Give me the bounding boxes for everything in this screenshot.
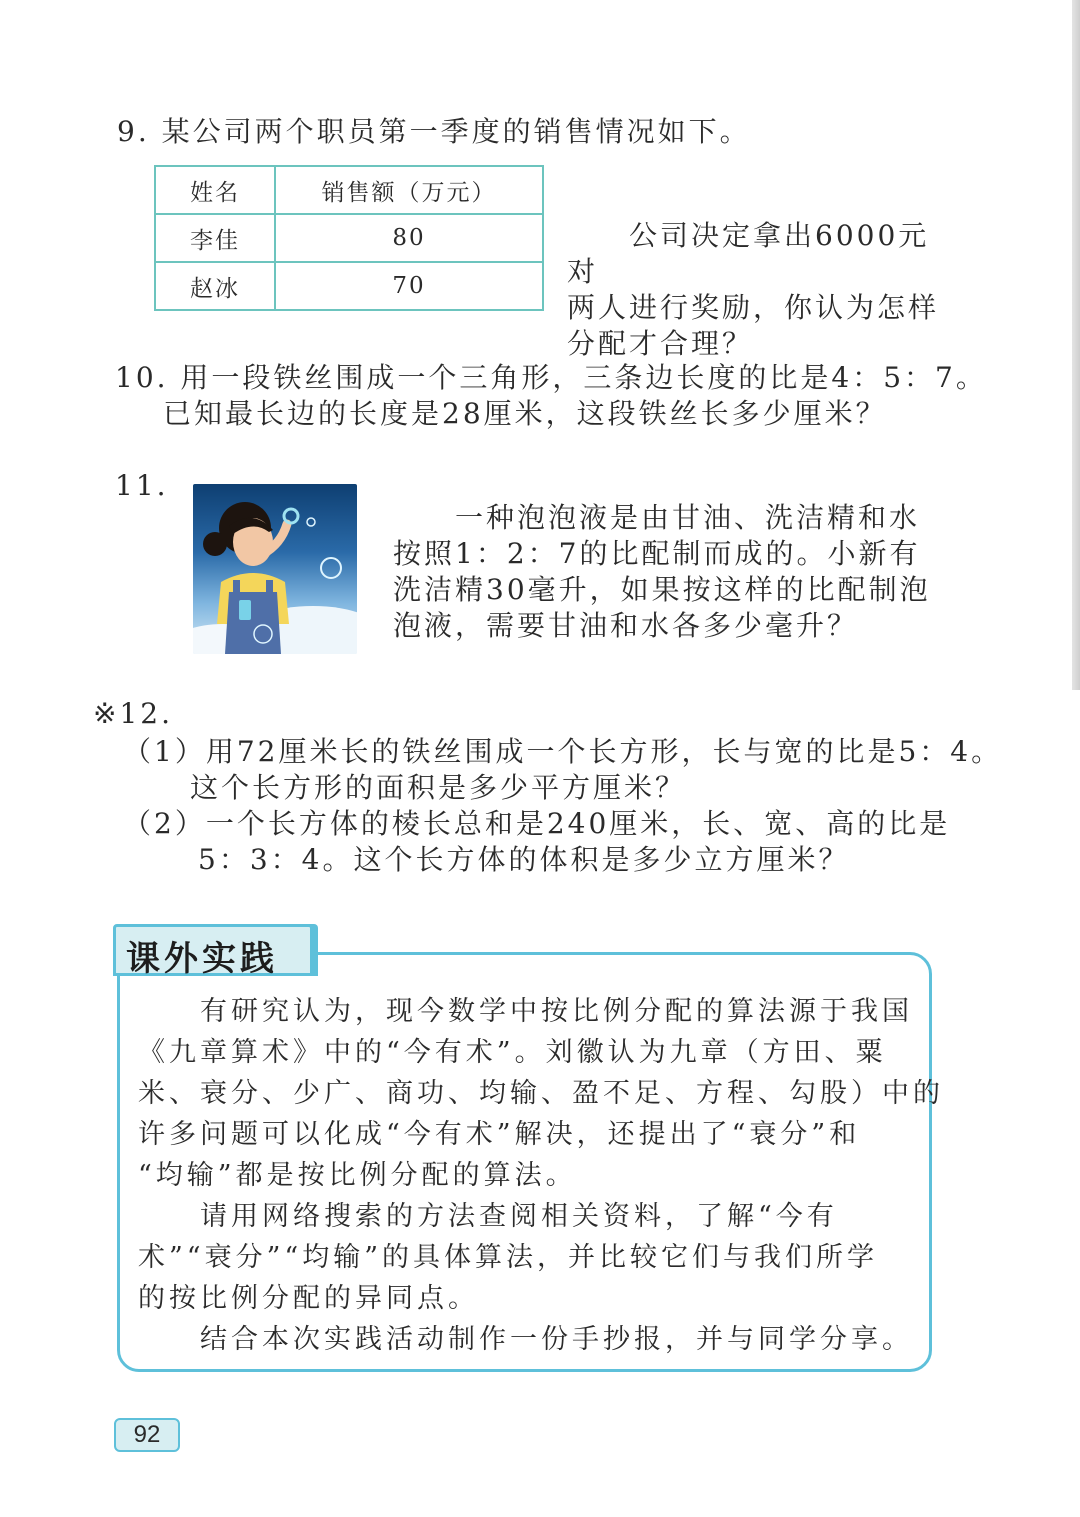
page-number: 92 — [114, 1418, 180, 1452]
question-12-part-1-line-2: 这个长方形的面积是多少平方厘米？ — [190, 771, 687, 804]
girl-illustration — [193, 484, 357, 654]
question-9-text: 9. 某公司两个职员第一季度的销售情况如下。 — [117, 115, 751, 148]
table-header-name: 姓名 — [155, 166, 275, 214]
practice-line: 许多问题可以化成“今有术”解决，还提出了“衰分”和 — [138, 1119, 861, 1150]
practice-line: 有研究认为，现今数学中按比例分配的算法源于我国 — [138, 996, 913, 1027]
question-11-number: 11. — [115, 469, 169, 502]
question-11-line: 泡液，需要甘油和水各多少毫升？ — [393, 609, 859, 642]
question-12-number: ※12. — [93, 697, 173, 730]
practice-title: 课外实践 — [126, 939, 278, 979]
table-cell-name: 李佳 — [155, 214, 275, 262]
practice-line: 米、衰分、少广、商功、均输、盈不足、方程、勾股）中的 — [138, 1078, 944, 1109]
table-header-sales: 销售额（万元） — [275, 166, 543, 214]
question-9-prompt-line: 两人进行奖励，你认为怎样 — [567, 291, 940, 324]
girl-blowing-bubbles-photo — [193, 484, 357, 654]
practice-line: 请用网络搜索的方法查阅相关资料，了解“今有 — [138, 1201, 838, 1232]
page-edge-shadow — [1072, 0, 1080, 690]
question-10-line-1: 10. 用一段铁丝围成一个三角形，三条边长度的比是4：5：7。 — [115, 361, 987, 394]
practice-line: 术”“衰分”“均输”的具体算法，并比较它们与我们所学 — [138, 1242, 879, 1273]
question-11-text — [393, 500, 931, 644]
practice-line: 的按比例分配的异同点。 — [138, 1283, 479, 1314]
question-12-part-2-line-1: （2）一个长方体的棱长总和是240厘米，长、宽、高的比是 — [123, 807, 951, 840]
table-row — [155, 262, 543, 310]
question-11-line: 一种泡泡液是由甘油、洗洁精和水 — [393, 501, 921, 534]
question-9-prompt-line: 公司决定拿出6000元对 — [567, 219, 930, 288]
table-header-row — [155, 166, 543, 214]
question-12-part-2-line-2: 5：3：4。这个长方体的体积是多少立方厘米？ — [198, 843, 850, 876]
table-cell-sales: 70 — [275, 262, 543, 310]
question-9-prompt-line: 分配才合理？ — [567, 327, 754, 360]
practice-line: “均输”都是按比例分配的算法。 — [138, 1160, 577, 1191]
table-cell-name: 赵冰 — [155, 262, 275, 310]
question-11-line: 按照1：2：7的比配制而成的。小新有 — [393, 537, 921, 570]
sales-table — [154, 165, 544, 311]
practice-line: 结合本次实践活动制作一份手抄报，并与同学分享。 — [138, 1324, 913, 1355]
table-row — [155, 214, 543, 262]
question-9-prompt — [567, 218, 947, 362]
question-12-part-1-line-1: （1）用72厘米长的铁丝围成一个长方形，长与宽的比是5：4。 — [123, 735, 1003, 768]
practice-line: 《九章算术》中的“今有术”。刘徽认为九章（方田、粟 — [138, 1037, 887, 1068]
table-cell-sales: 80 — [275, 214, 543, 262]
question-10-line-2: 已知最长边的长度是28厘米，这段铁丝长多少厘米？ — [163, 397, 887, 430]
practice-title-tab — [113, 924, 313, 979]
question-11-line: 洗洁精30毫升，如果按这样的比配制泡 — [393, 573, 931, 606]
